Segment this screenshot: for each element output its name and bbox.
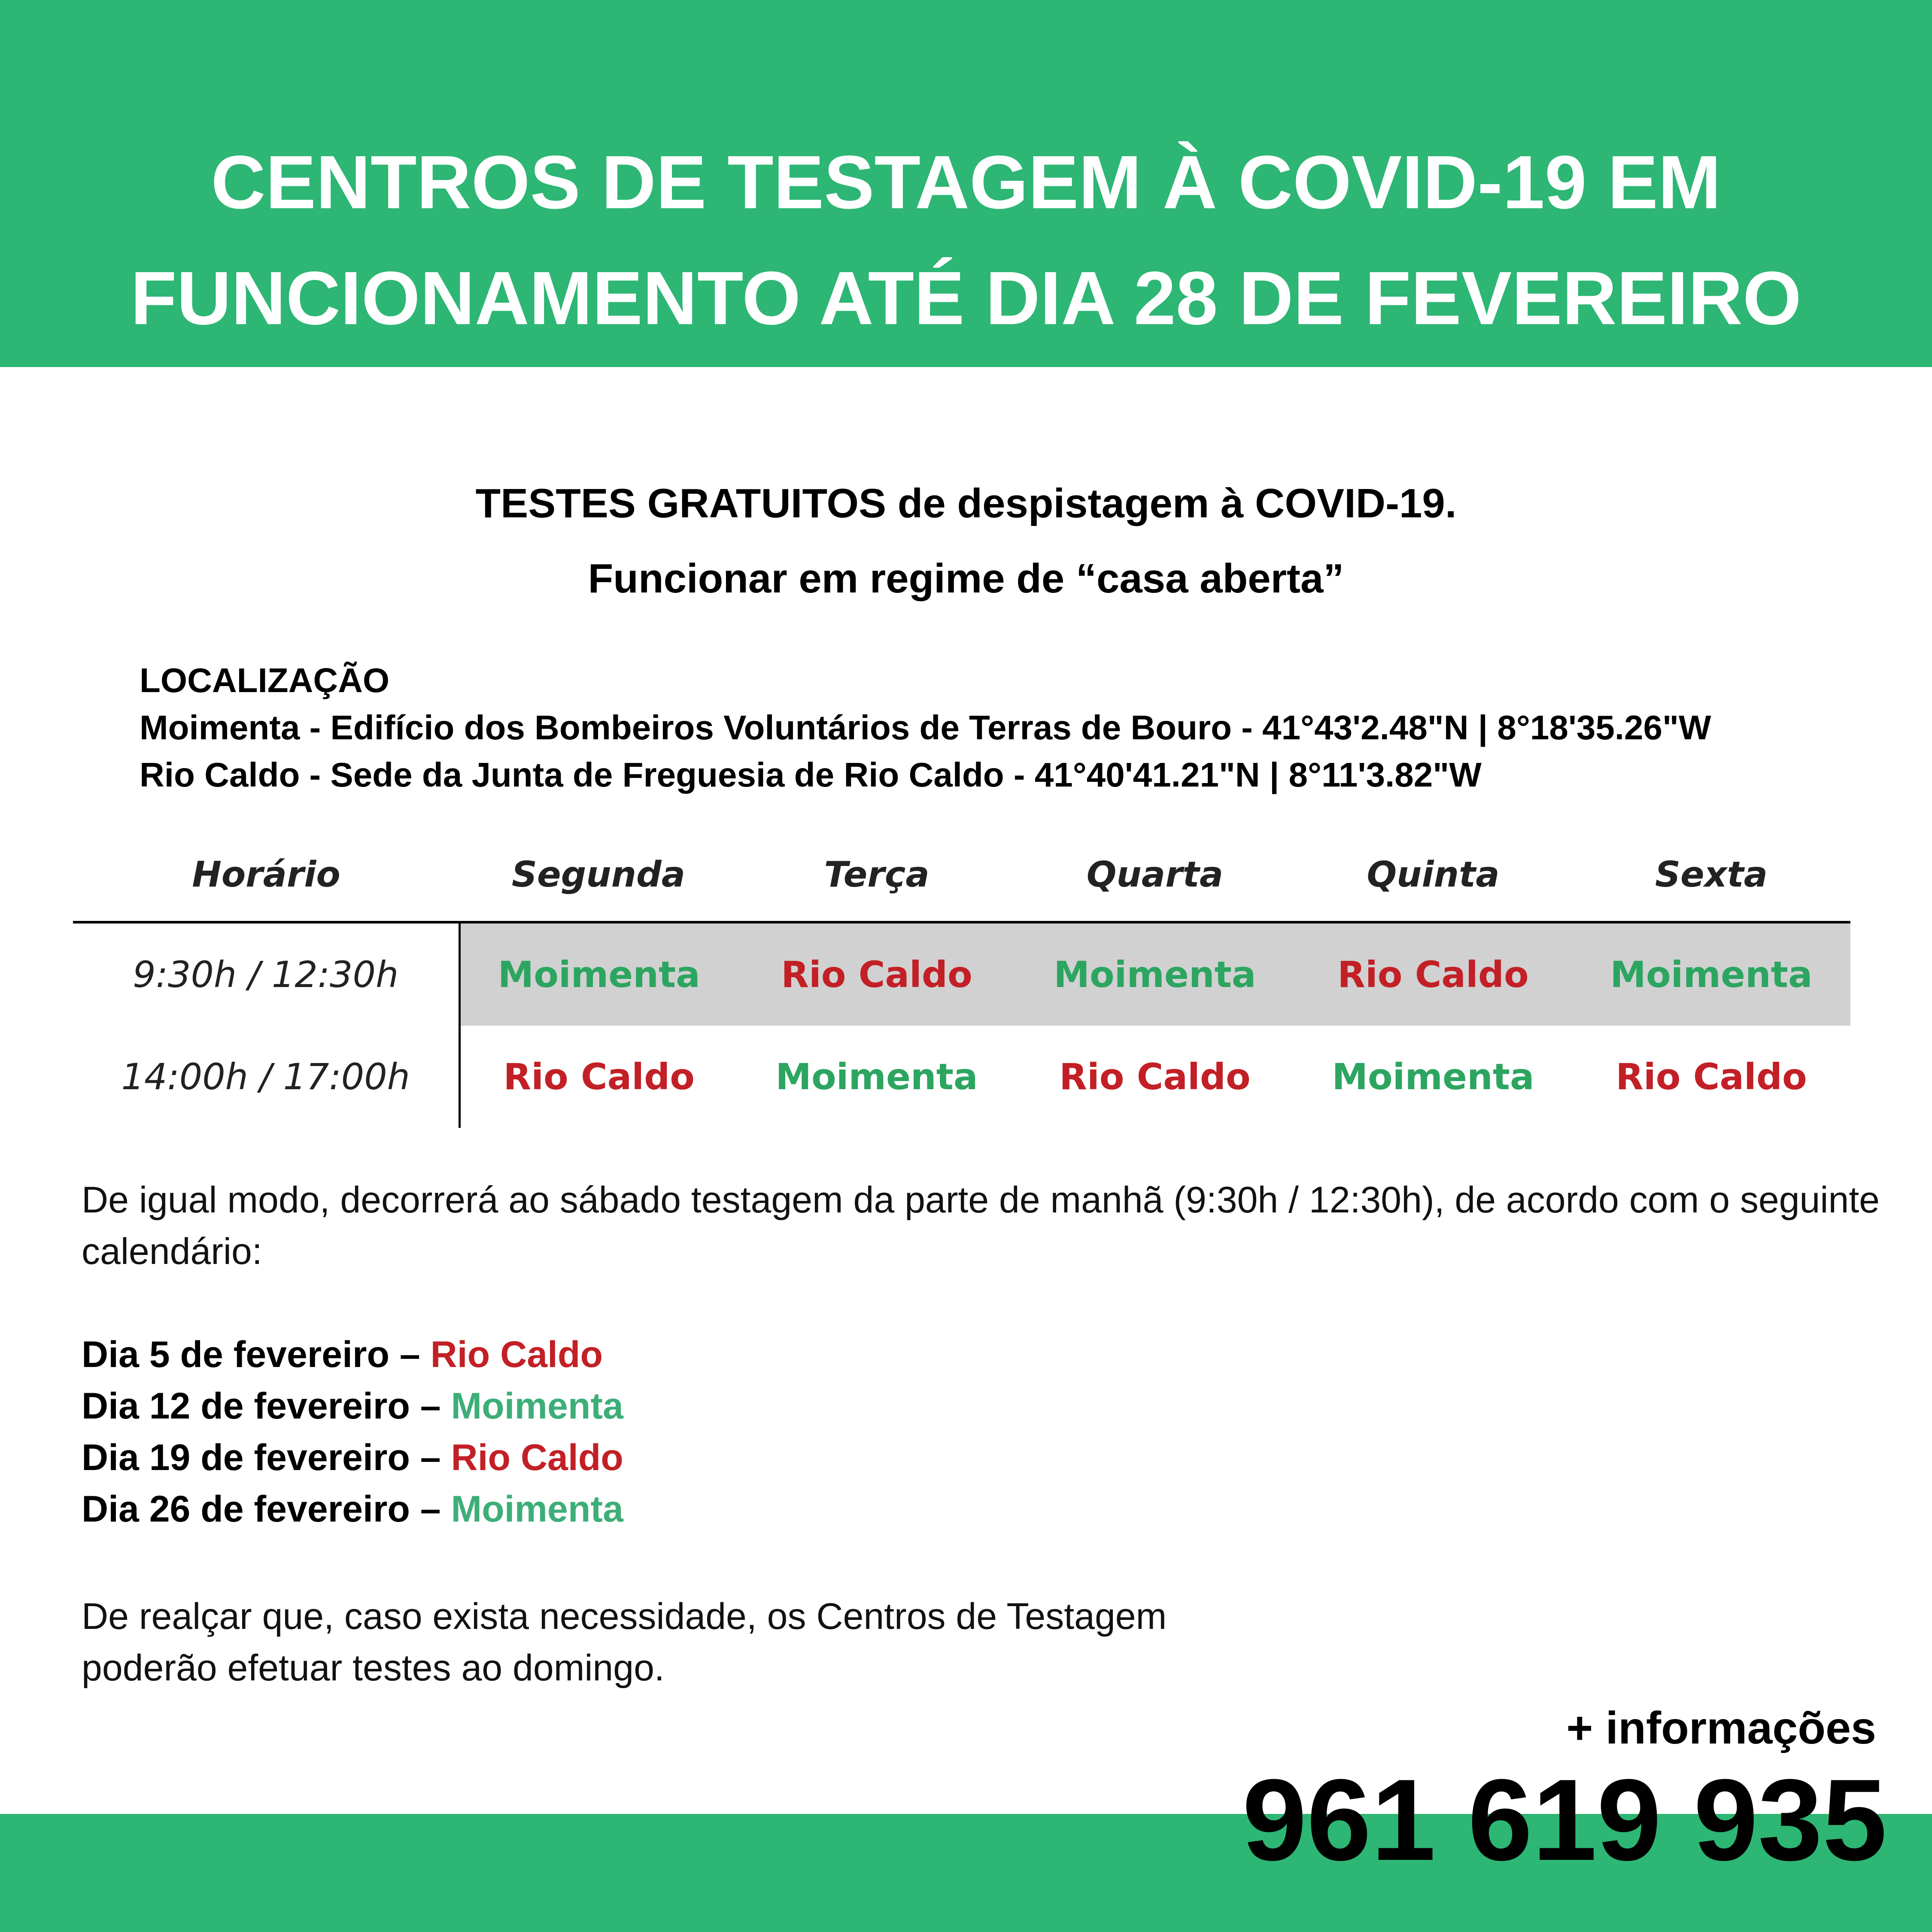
location-rio-caldo: Rio Caldo - Sede da Junta de Freguesia de Rio Caldo - 41°40'41.21"N | 8°11'3.82"W: [140, 756, 1482, 794]
saturday-date: Dia 5 de fevereiro: [82, 1334, 390, 1375]
schedule-row-morning: [73, 922, 1850, 1026]
saturday-date: Dia 19 de fevereiro: [82, 1437, 410, 1478]
header-sexta: Sexta: [1572, 829, 1850, 922]
list-item: [82, 1329, 623, 1380]
saturday-place: Rio Caldo: [451, 1437, 623, 1478]
header-horario: Horário: [73, 829, 459, 922]
schedule-row-afternoon: [73, 1026, 1850, 1128]
location-block: [140, 657, 1900, 799]
saturday-place: Moimenta: [451, 1488, 623, 1530]
saturday-list: [82, 1329, 623, 1535]
saturday-place: Rio Caldo: [430, 1334, 603, 1375]
location-heading: LOCALIZAÇÃO: [140, 661, 390, 699]
time-cell: 9:30h / 12:30h: [73, 922, 459, 1026]
info-label: + informações: [1566, 1703, 1876, 1753]
intro-text: [0, 466, 1932, 616]
intro-line-1: TESTES GRATUITOS de despistagem à COVID-19.: [475, 480, 1457, 526]
location-cell: Rio Caldo: [1059, 1056, 1251, 1098]
saturday-date: Dia 12 de fevereiro: [82, 1385, 410, 1427]
location-cell: Moimenta: [775, 1056, 978, 1098]
location-cell: Moimenta: [1332, 1056, 1534, 1098]
header-terca: Terça: [738, 829, 1016, 922]
list-item: [82, 1483, 623, 1535]
header-quinta: Quinta: [1294, 829, 1572, 922]
sunday-note: [82, 1591, 1885, 1694]
saturday-place: Moimenta: [451, 1385, 623, 1427]
separator: –: [410, 1437, 451, 1478]
location-moimenta: Moimenta - Edifício dos Bombeiros Voluntários de Terras de Bouro - 41°43'2.48"N | 8°18'35.26"W: [140, 708, 1711, 747]
location-cell: Moimenta: [459, 922, 738, 1026]
list-item: [82, 1380, 623, 1432]
note-line-2: poderão efetuar testes ao domingo.: [82, 1647, 665, 1689]
location-cell: Rio Caldo: [738, 922, 1016, 1026]
time-cell: 14:00h / 17:00h: [73, 1026, 459, 1128]
header-segunda: Segunda: [459, 829, 738, 922]
phone-number: 961 619 935: [1242, 1756, 1887, 1885]
schedule-table: [73, 829, 1850, 1128]
list-item: [82, 1432, 623, 1483]
location-cell: Rio Caldo: [503, 1056, 695, 1098]
saturday-date: Dia 26 de fevereiro: [82, 1488, 410, 1530]
location-cell: Rio Caldo: [1294, 922, 1572, 1026]
location-cell: Moimenta: [1572, 922, 1850, 1026]
separator: –: [410, 1488, 451, 1530]
page-title: [0, 125, 1932, 356]
title-line-1: CENTROS DE TESTAGEM À COVID-19 EM: [211, 140, 1721, 225]
location-cell: Moimenta: [1016, 922, 1294, 1026]
separator: –: [410, 1385, 451, 1427]
saturday-text: De igual modo, decorrerá ao sábado testagem da parte de manhã (9:30h / 12:30h), de acordo com o seguinte calendário:: [82, 1179, 1880, 1272]
schedule-header-row: [73, 829, 1850, 922]
separator: –: [389, 1334, 431, 1375]
title-line-2: FUNCIONAMENTO ATÉ DIA 28 DE FEVEREIRO: [131, 256, 1801, 340]
location-cell: Rio Caldo: [1616, 1056, 1807, 1098]
note-line-1: De realçar que, caso exista necessidade, os Centros de Testagem: [82, 1596, 1167, 1637]
header-quarta: Quarta: [1016, 829, 1294, 922]
intro-line-2: Funcionar em regime de “casa aberta”: [588, 556, 1344, 601]
